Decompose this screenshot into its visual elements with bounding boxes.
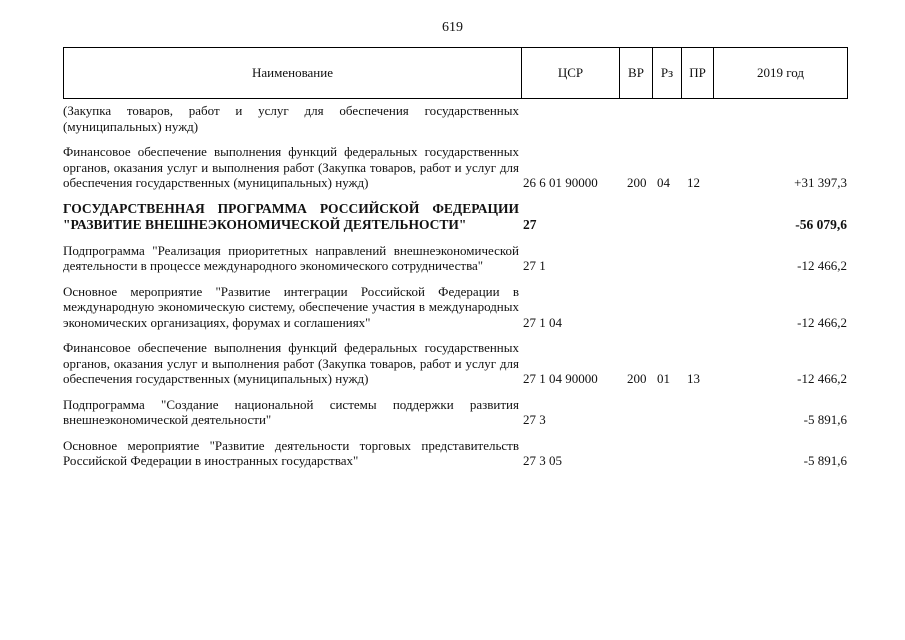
row-rz: 04 [657,175,670,190]
row-name: Подпрограмма "Создание национальной системы поддержки развития внешнеэкономической деятельности" [63,396,519,427]
row-name: Финансовое обеспечение выполнения функций федеральных государственных органов, оказания услуг и выполнения работ (Закупка товаров, работ и услуг для обеспечения государственных (муниципальных) нужд) [63,340,519,386]
table-row [63,201,847,233]
table-body [63,103,847,479]
row-name: Подпрограмма "Реализация приоритетных направлений внешнеэкономической деятельности в процессе международного экономического сотрудничества" [63,242,519,273]
row-sum: -12 466,2 [797,258,847,273]
row-csr: 27 1 04 [523,314,562,330]
row-sum: +31 397,3 [794,175,847,190]
table-row [63,340,847,387]
row-vr: 200 [627,175,647,190]
row-name: Основное мероприятие "Развитие деятельности торговых представительств Российской Федерации в иностранных государствах" [63,437,519,468]
row-csr: 27 1 04 90000 [523,371,598,386]
row-sum: -12 466,2 [797,371,847,386]
row-sum: -5 891,6 [803,453,847,468]
header-rz: Рз [653,48,682,99]
table-row [63,438,847,469]
table-row [63,397,847,428]
row-vr: 200 [627,371,647,386]
row-name: Финансовое обеспечение выполнения функций федеральных государственных органов, оказания услуг и выполнения работ (Закупка товаров, работ и услуг для обеспечения государственных (муниципальных) нужд) [63,144,519,190]
row-sum: -5 891,6 [803,412,847,427]
table-row [63,103,847,134]
row-sum: -12 466,2 [797,314,847,330]
row-csr: 27 3 [523,412,546,427]
table-row [63,243,847,274]
table-header [63,47,848,99]
table-row [63,284,847,331]
table-row [63,144,847,191]
row-csr: 27 3 05 [523,453,562,468]
header-name: Наименование [64,48,522,99]
header-pr: ПР [682,48,714,99]
row-pr: 12 [687,175,700,190]
header-year: 2019 год [714,48,848,99]
page-number: 619 [442,20,463,35]
row-name: ГОСУДАРСТВЕННАЯ ПРОГРАММА РОССИЙСКОЙ ФЕДЕРАЦИИ "РАЗВИТИЕ ВНЕШНЕЭКОНОМИЧЕСКОЙ ДЕЯТЕЛЬНОСТИ" [63,200,519,232]
row-name: (Закупка товаров, работ и услуг для обеспечения государственных (муниципальных) нужд) [63,103,519,134]
row-csr: 27 1 [523,258,546,273]
row-sum: -56 079,6 [795,216,847,232]
header-csr: ЦСР [522,48,620,99]
row-rz: 01 [657,371,670,386]
header-vr: ВР [620,48,653,99]
row-name: Основное мероприятие "Развитие интеграции Российской Федерации в международную экономическую систему, обеспечение участия в международных экономических организациях, форумах и соглашениях" [63,283,519,330]
row-csr: 26 6 01 90000 [523,175,598,190]
row-csr: 27 [523,216,537,232]
row-pr: 13 [687,371,700,386]
